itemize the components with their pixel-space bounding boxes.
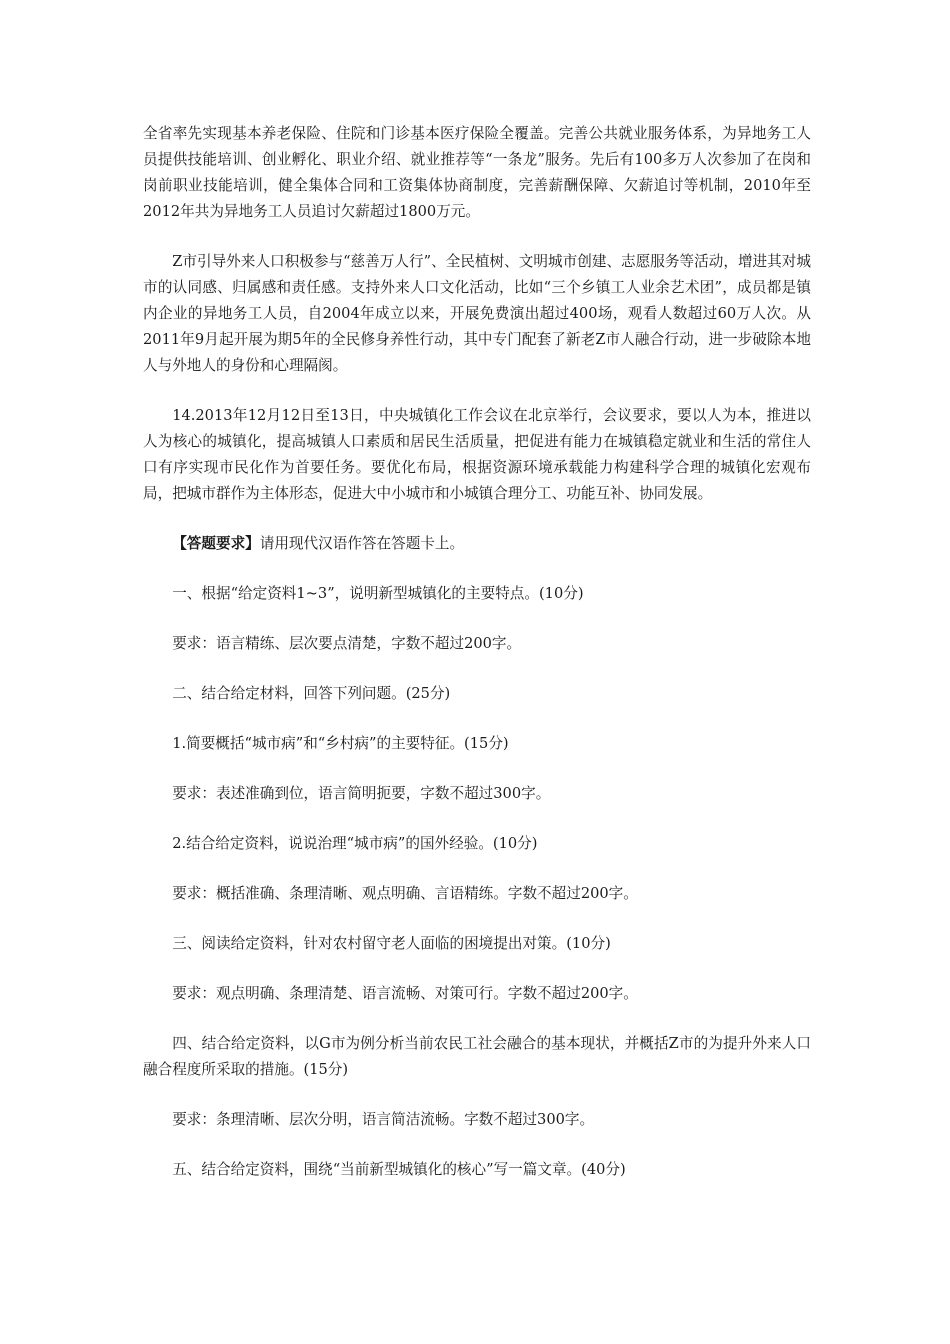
answer-requirements bbox=[143, 531, 811, 557]
question-2-1-requirement: 要求：表述准确到位，语言简明扼要，字数不超过300字。 bbox=[172, 785, 551, 802]
question-3-requirement: 要求：观点明确、条理清楚、语言流畅、对策可行。字数不超过200字。 bbox=[172, 985, 638, 1002]
answer-requirements-label: 【答题要求】 bbox=[172, 535, 260, 552]
question-2-2-requirement: 要求：概括准确、条理清晰、观点明确、言语精练。字数不超过200字。 bbox=[172, 885, 638, 902]
paragraph-z-city-integration: Z市引导外来人口积极参与“慈善万人行”、全民植树、文明城市创建、志愿服务等活动，增进其对城市的认同感、归属感和责任感。支持外来人口文化活动，比如“三个乡镇工人业余艺术团”，成员都是镇内企业的异地务工人员，自2004年成立以来，开展免费演出超过400场，观看人数超过60万人次。从2011年9月起开展为期5年的全民修身养性行动，其中专门配套了新老Z市人融合行动，进一步破除本地人与外地人的身份和心理隔阂。 bbox=[143, 253, 811, 374]
question-4: 四、结合给定资料，以G市为例分析当前农民工社会融合的基本现状，并概括Z市的为提升外来人口融合程度所采取的措施。(15分) bbox=[143, 1035, 811, 1078]
answer-requirements-text: 请用现代汉语作答在答题卡上。 bbox=[259, 535, 465, 552]
question-3: 三、阅读给定资料，针对农村留守老人面临的困境提出对策。(10分) bbox=[172, 935, 611, 952]
question-2: 二、结合给定材料，回答下列问题。(25分) bbox=[172, 685, 451, 702]
question-4-requirement: 要求：条理清晰、层次分明，语言简洁流畅。字数不超过300字。 bbox=[172, 1111, 595, 1128]
paragraph-item-14: 14.2013年12月12日至13日，中央城镇化工作会议在北京举行，会议要求，要以人为本，推进以人为核心的城镇化，提高城镇人口素质和居民生活质量，把促进有能力在城镇稳定就业和生活的常住人口有序实现市民化作为首要任务。要优化布局，根据资源环境承载能力构建科学合理的城镇化宏观布局，把城市群作为主体形态，促进大中小城市和小城镇合理分工、功能互补、协同发展。 bbox=[143, 407, 811, 502]
question-2-2: 2.结合给定资料，说说治理“城市病”的国外经验。(10分) bbox=[172, 835, 538, 852]
document-body bbox=[143, 121, 811, 1183]
question-1-requirement: 要求：语言精练、层次要点清楚，字数不超过200字。 bbox=[172, 635, 522, 652]
question-5: 五、结合给定资料，围绕“当前新型城镇化的核心”写一篇文章。(40分) bbox=[172, 1161, 626, 1178]
question-2-1: 1.简要概括“城市病”和“乡村病”的主要特征。(15分) bbox=[172, 735, 509, 752]
paragraph-social-security: 全省率先实现基本养老保险、住院和门诊基本医疗保险全覆盖。完善公共就业服务体系，为异地务工人员提供技能培训、创业孵化、职业介绍、就业推荐等“一条龙”服务。先后有100多万人次参加了在岗和岗前职业技能培训，健全集体合同和工资集体协商制度，完善薪酬保障、欠薪追讨等机制，2010年至2012年共为异地务工人员追讨欠薪超过1800万元。 bbox=[143, 125, 811, 220]
question-1: 一、根据“给定资料1~3”，说明新型城镇化的主要特点。(10分) bbox=[172, 585, 584, 602]
